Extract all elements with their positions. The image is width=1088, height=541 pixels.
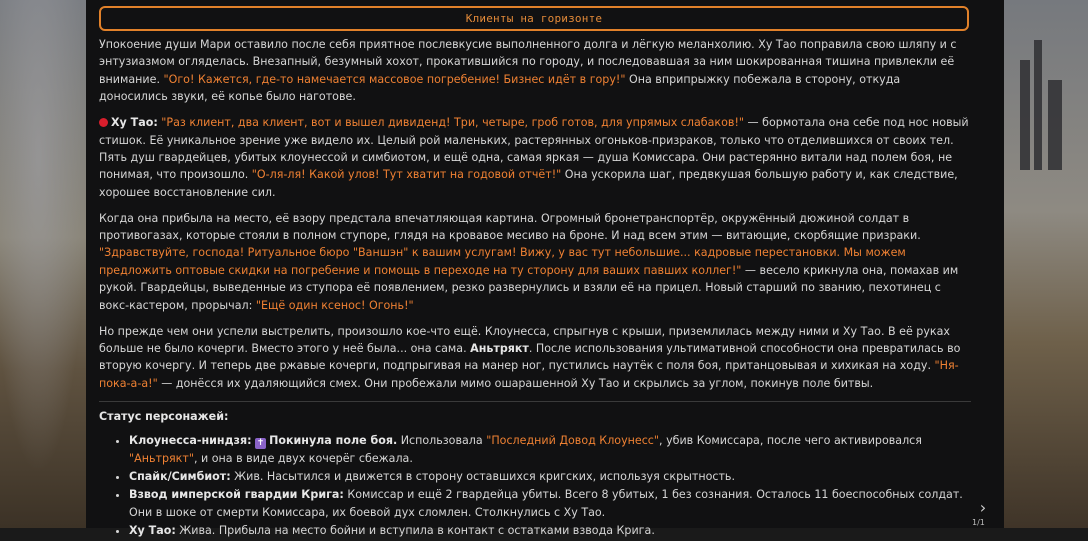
quote: "Ещё один ксенос! Огонь!"	[255, 298, 414, 312]
status-item	[129, 468, 971, 485]
text: Жив. Насытился и движется в сторону оставшихся кригских, используя скрытность.	[230, 469, 735, 483]
chapter-title-text: Клиенты на горизонте	[465, 12, 603, 25]
status-state: Покинула поле боя.	[269, 434, 398, 448]
divider	[99, 401, 971, 402]
text: . После использования ультимативной способности она превратилась во вторую кочергу. И теперь две ржавые кочерги, подпрыгивая на манер ног, пустились наутёк с поля боя, пританцовывая и хихикая на ходу.	[99, 342, 961, 373]
latin-cross-icon: ✝	[256, 438, 265, 449]
text: , убив Комиссара, после чего активировался	[659, 434, 922, 448]
paragraph-3	[99, 210, 971, 314]
story-content	[99, 36, 971, 541]
status-item	[129, 522, 971, 539]
text: — бормотала она себе под нос новый стишок. Её уникальное зрение уже видело их. Целый рой маленьких, растерянных огоньков-призраков, только что отделившихся от своих тел. Пять душ гвардейцев, убитых клоунессой и симбиотом, и ещё одна, самая яркая — душа Комиссара. Они растерянно витали над полем боя, не понимая, что произошло.	[99, 116, 969, 182]
text: Комиссар и ещё 2 гвардейца убиты. Всего 8 убитых, 1 без сознания. Осталось 11 боеспособных солдат. Они в шоке от смерти Комиссара, их боевой дух сломлен. Столкнулись с Ху Тао.	[129, 488, 963, 519]
status-name: Взвод имперской гвардии Крига:	[129, 488, 344, 502]
paragraph-4	[99, 323, 971, 393]
bold-term: Аньтрякт	[470, 342, 529, 355]
quote: "Последний Довод Клоунесс"	[486, 434, 660, 448]
quote: "Раз клиент, два клиент, вот и вышел дивиденд! Три, четыре, гроб готов, для упрямых слабаков!"	[161, 116, 745, 130]
text: Упокоение души Мари оставило после себя приятное послевкусие выполненного долга и лёгкую меланхолию. Ху Тао поправила свою шляпу и с энтузиазмом огляделась. Внезапный, безумный хохот, прокатившийся по городу, и последовавшая за ним шокированная тишина привлекли её внимание.	[99, 38, 957, 86]
chevron-right-icon[interactable]: ›	[979, 498, 987, 517]
text: — весело крикнула она, помахав им рукой. Гвардейцы, выведенные из ступора её появлением, резко развернулись и взяли её на прицел. Новый старший по званию, пехотинец с вокс-кастером, прорычал:	[99, 263, 959, 312]
text: Но прежде чем они успели выстрелить, произошло кое-что ещё. Клоунесса, спрыгнув с крыши, приземлилась между ними и Ху Тао. В её руках больше не было кочерги. Вместо этого у неё была... она сама.	[99, 324, 950, 355]
status-name: Спайк/Симбиот:	[129, 469, 231, 483]
text: Использовала	[397, 434, 487, 448]
paragraph-1	[99, 36, 971, 106]
quote: "Ого! Кажется, где-то намечается массовое погребение! Бизнес идёт в гору!"	[163, 72, 626, 86]
status-name: Клоунесса-ниндзя:	[129, 434, 252, 448]
chapter-title	[99, 6, 969, 31]
pager-count: 1/1	[972, 518, 985, 527]
status-list	[99, 432, 971, 539]
status-item	[129, 486, 971, 521]
paragraph-2	[99, 114, 971, 201]
status-heading: Статус персонажей:	[99, 409, 229, 423]
text: — донёсся их удаляющийся смех. Они пробежали мимо ошарашенной Ху Тао и скрылись за углом, покинув поле битвы.	[157, 376, 874, 390]
text: , и она в виде двух кочерёг сбежала.	[193, 451, 413, 465]
status-name: Ху Тао:	[129, 524, 176, 538]
status-item	[129, 432, 971, 467]
speaker-name: Ху Тао:	[111, 116, 158, 130]
quote: "Ня-пока-а-а!"	[99, 359, 959, 390]
quote: "Здравствуйте, господа! Ритуальное бюро "Ваншэн" к вашим услугам! Вижу, у вас тут небольшие... кадровые перестановки. Мы можем предложить оптовые скидки на погребение и помощь в переходе на ту сторону для ваших павших коллег!"	[99, 246, 906, 277]
quote: "Аньтрякт"	[129, 451, 194, 465]
text: Она вприпрыжку побежала в сторону, откуда доносились звуки, её копье было наготове.	[99, 72, 901, 104]
text: Жива. Прибыла на место бойни и вступила в контакт с остатками взвода Крига.	[175, 524, 655, 538]
text: Когда она прибыла на место, её взору предстала впечатляющая картина. Огромный бронетранспортёр, окружённый дюжиной солдат в противогазах, которые стояли в полном ступоре, глядя на кровавое месиво на броне. И над всем этим — витающие, скорбящие призраки.	[99, 211, 921, 243]
background-left	[0, 0, 96, 528]
background-right	[1002, 0, 1088, 528]
red-circle-icon	[99, 118, 108, 127]
text: Она ускорила шаг, предвкушая большую работу и, как следствие, хорошее восстановление сил.	[99, 168, 958, 199]
quote: "О-ля-ля! Какой улов! Тут хватит на годовой отчёт!"	[251, 168, 562, 182]
